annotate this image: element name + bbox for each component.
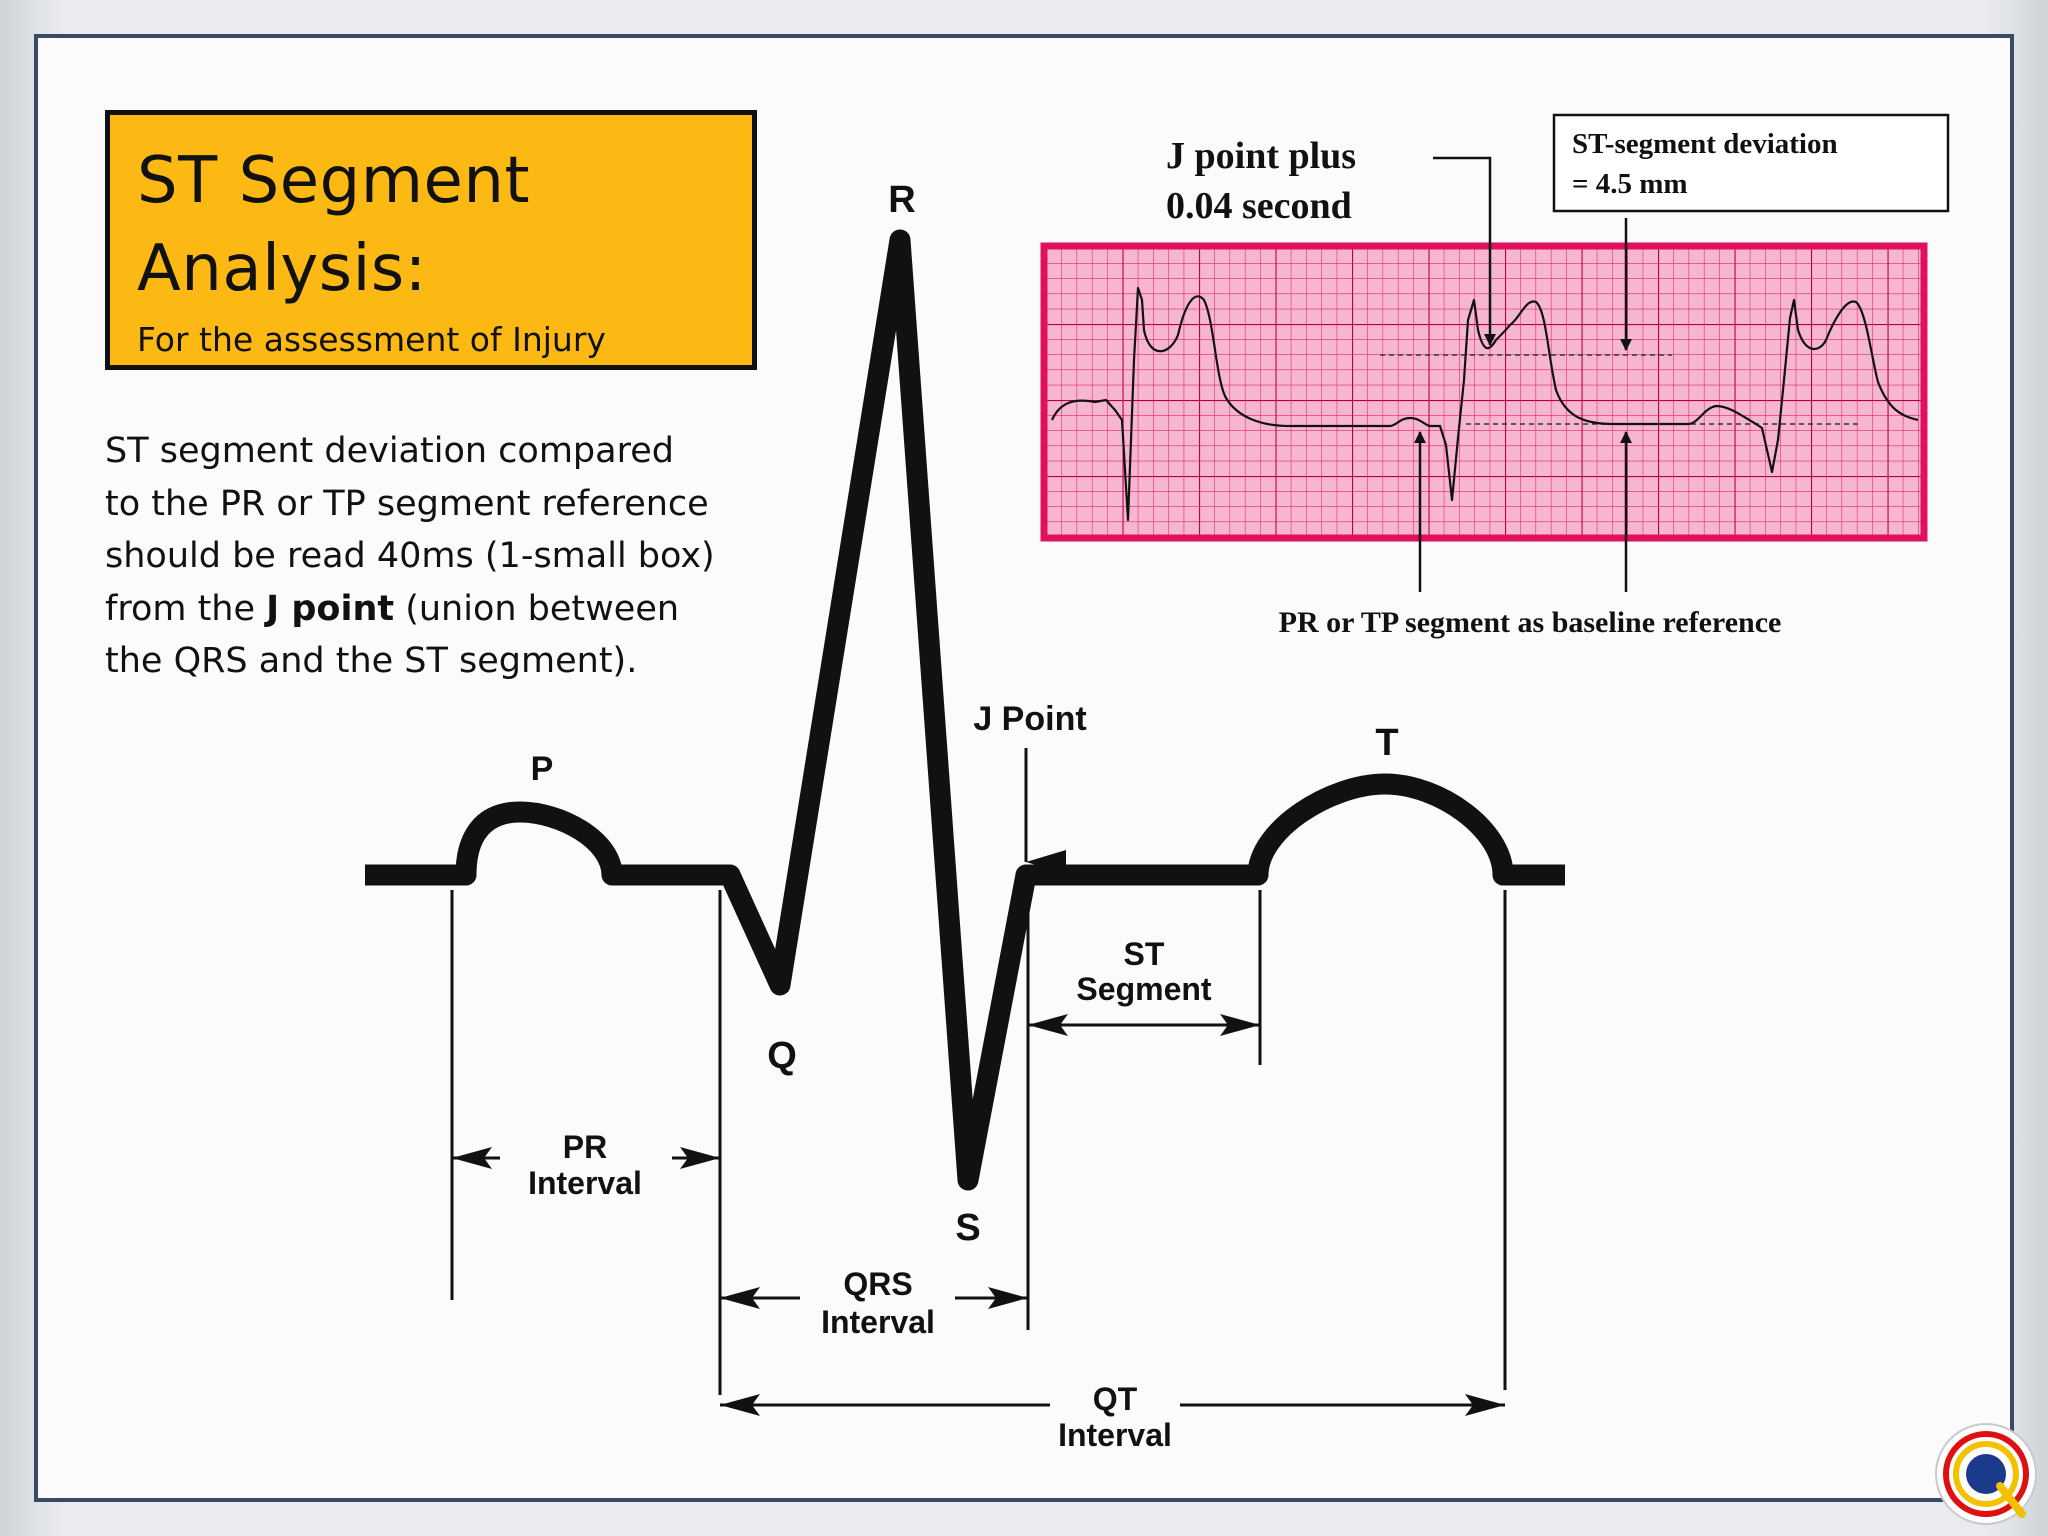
q-wave-label: Q — [767, 1035, 797, 1077]
qrs-interval-label-2: Interval — [821, 1304, 935, 1340]
description-line-1: ST segment deviation compared — [105, 431, 674, 471]
description-line-4-post: (union between — [394, 588, 680, 629]
baseline-reference-label: PR or TP segment as baseline reference — [1278, 606, 1782, 639]
qt-interval-label-2: Interval — [1058, 1417, 1172, 1453]
j-point-label: J Point — [973, 700, 1087, 738]
t-wave-label: T — [1375, 722, 1399, 764]
title-line-1: ST Segment — [137, 144, 531, 218]
description-line-4-pre: from the — [105, 588, 267, 629]
title-line-2: Analysis: — [137, 232, 427, 306]
p-wave-label: P — [530, 750, 554, 788]
subtitle: For the assessment of Injury — [137, 320, 606, 359]
s-wave-label: S — [955, 1207, 981, 1249]
ecg-big-grid — [1044, 246, 1924, 538]
pr-interval-label-1: PR — [562, 1129, 608, 1165]
pr-interval-label-2: Interval — [528, 1165, 642, 1201]
qrs-interval-label-1: QRS — [843, 1266, 913, 1302]
st-segment-label-2: Segment — [1076, 971, 1212, 1007]
j-plus-label-1: J point plus — [1166, 135, 1357, 177]
r-wave-label: R — [888, 179, 916, 221]
deviation-label-1: ST-segment deviation — [1572, 128, 1838, 160]
st-segment-label-1: ST — [1123, 936, 1165, 972]
ecg-strip-inset — [1044, 246, 1924, 538]
j-point-bold: J point — [266, 588, 395, 629]
description-line-2: to the PR or TP segment reference — [105, 483, 709, 524]
deviation-label-2: = 4.5 mm — [1572, 168, 1688, 200]
description-line-3: should be read 40ms (1-small box) — [105, 536, 715, 576]
j-plus-label-2: 0.04 second — [1166, 185, 1352, 227]
qt-interval-label-1: QT — [1092, 1381, 1138, 1417]
description-line-5: the QRS and the ST segment). — [105, 641, 638, 681]
institution-logo — [1930, 1418, 2042, 1530]
